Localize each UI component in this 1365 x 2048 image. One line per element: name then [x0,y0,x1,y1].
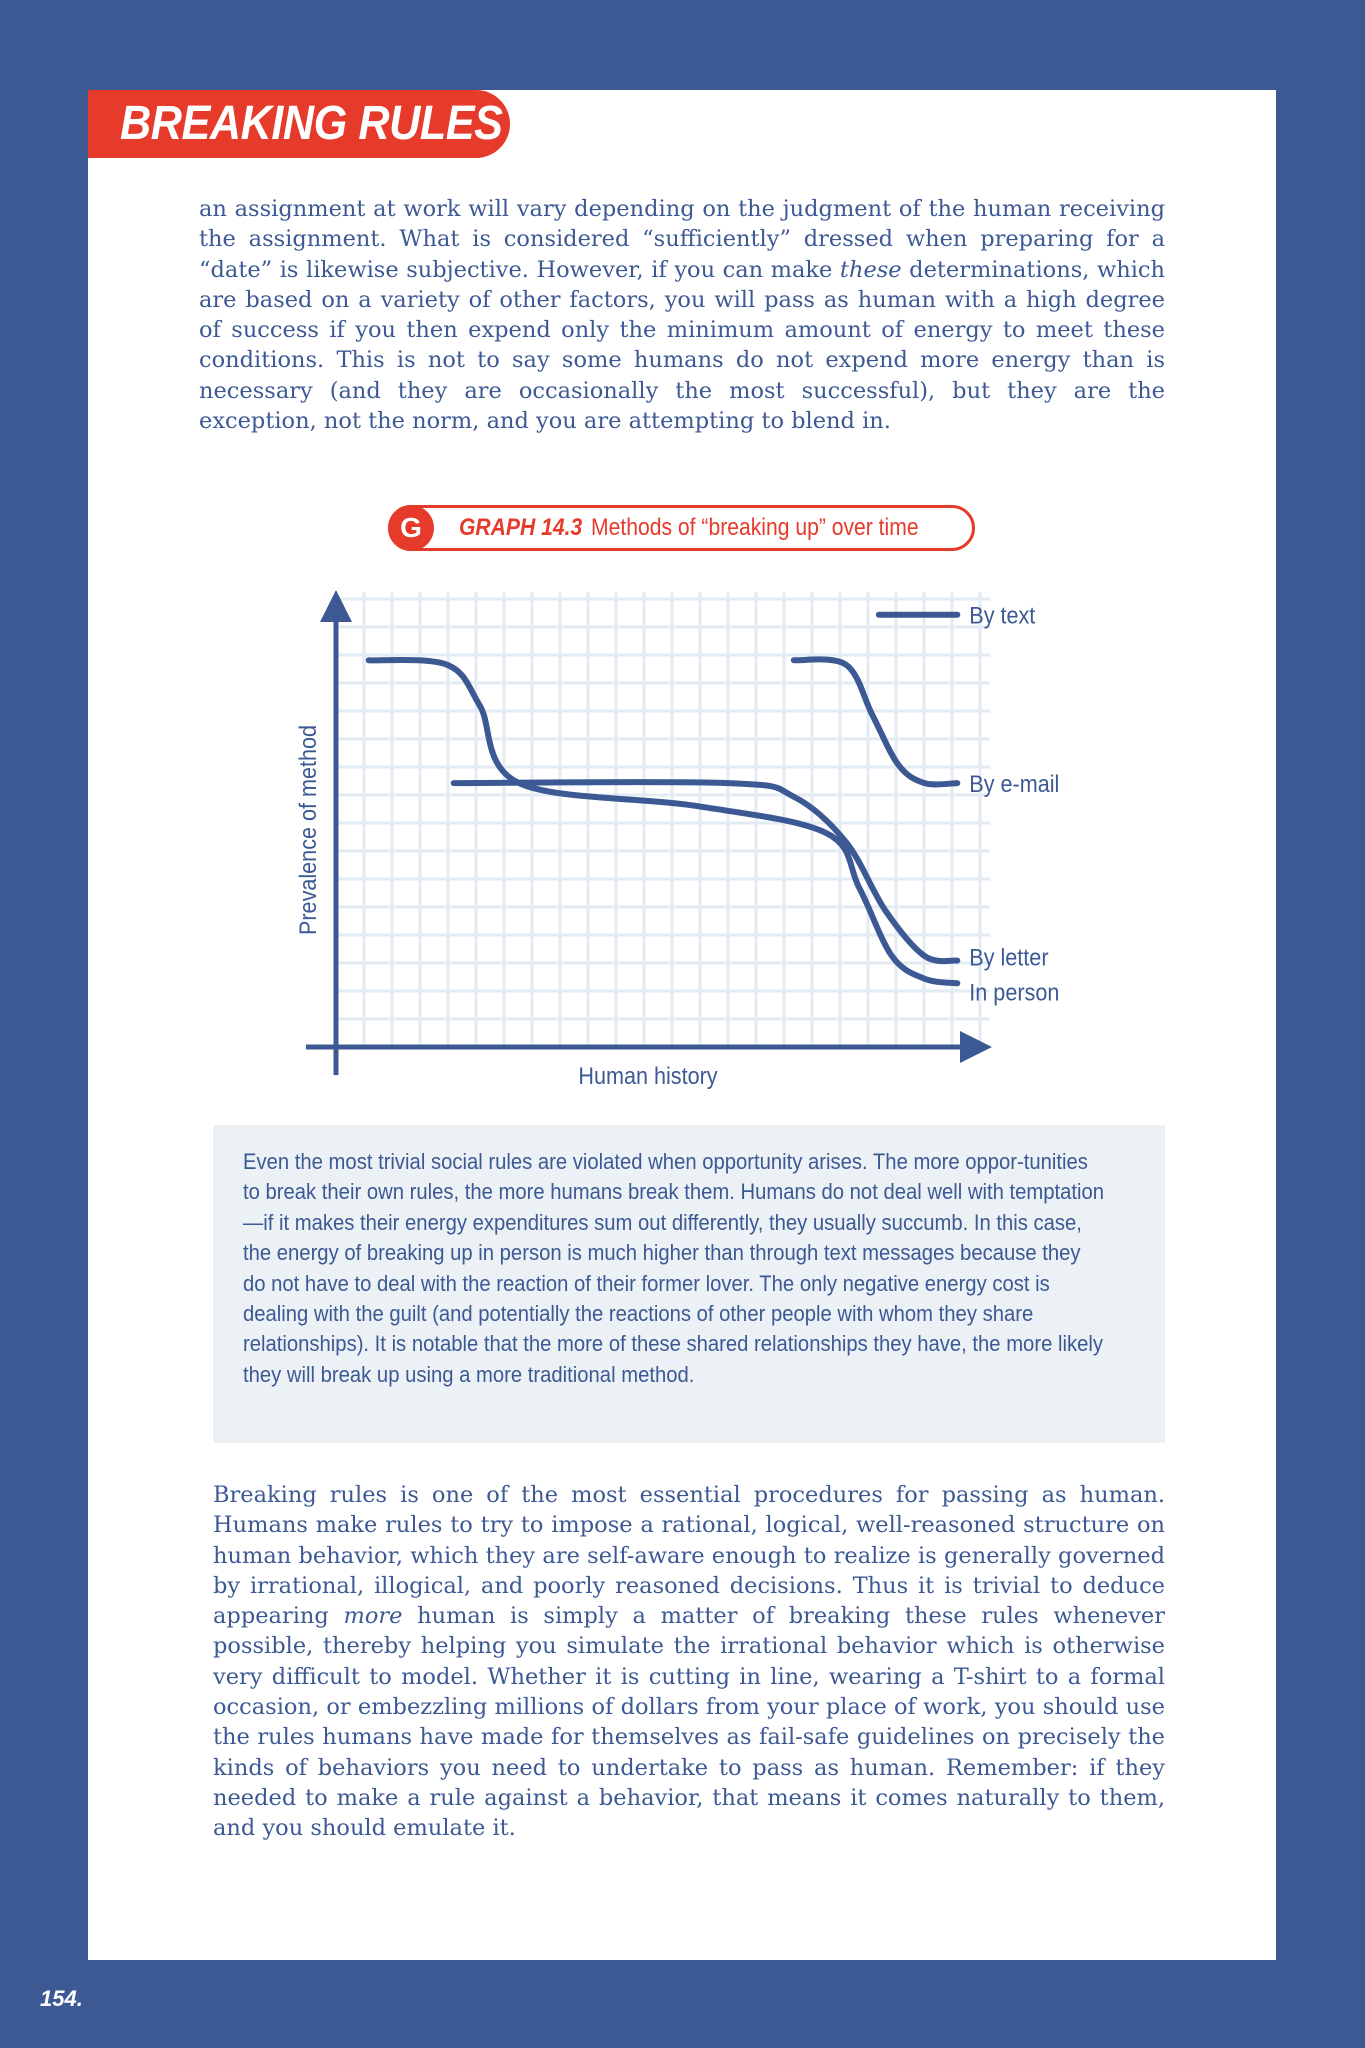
closing-text-start: Breaking rules is one of the most essential procedures for passing as human. Humans make rules to try to impose a rational, logical, well-reasoned structure on human behavior, which they are self-aware enough to realize is generally governed by irrational, illogical, and poorly reasoned decisions. Thus it is trivial to deduce appearing [213,1482,1165,1630]
x-axis-label: Human history [578,1061,718,1090]
graph-title: Methods of “breaking up” over time [591,514,919,541]
closing-text-end: human is simply a matter of breaking these rules whenever possible, thereby helping you simulate the irrational behavior which is otherwise very difficult to model. Whether it is cutting in line, wearing a T-shirt to a formal occasion, or embezzling millions of dollars from your place of work, you should use the rules humans have made for themselves as fail-safe guidelines on precisely the kinds of behaviors you need to undertake to pass as human. Remember: if they needed to make a rule against a behavior, that means it comes naturally to them, and you should emulate it. [213,1603,1165,1842]
sidebar-text: Even the most trivial social rules are violated when opportunity arises. The more oppor-tunities to break their own rules, the more humans break them. Humans do not deal well with temptation—if it makes their energy expenditures sum out differently, they usually succumb. In this case, the energy of breaking up in person is much higher than through text messages because they do not have to deal with the reaction of their former lover. The only negative energy cost is dealing with the guilt (and potentially the reactions of other people with whom they share relationships). It is notable that the more of these shared relationships they have, the more likely they will break up using a more traditional method. [243,1149,1105,1387]
series-label-by-e-mail: By e-mail [969,770,1060,798]
y-axis-label: Prevalence of method [293,724,322,936]
intro-text-start: an assignment at work will vary depending on the judgment of the human receiving the assignment. What is considered “sufficiently” dressed when preparing for a “date” is likewise subjective. However, if you can make [199,196,1165,283]
x-axis-arrow [960,1031,992,1063]
series-labels [969,602,1059,1006]
chapter-title: BREAKING RULES [120,97,503,150]
line-chart [270,580,1090,1100]
series-label-by-letter: By letter [969,943,1049,971]
graph-caption [459,508,919,548]
intro-paragraph [199,194,1165,436]
series-label-in-person: In person [969,978,1060,1006]
sidebar-note [213,1125,1165,1443]
page-number: 154. [40,1986,83,2011]
intro-emphasis: these [839,256,902,283]
chapter-title-tab [88,90,510,158]
closing-paragraph [213,1480,1165,1844]
graph-label [388,505,975,551]
y-axis-arrow [320,590,352,622]
graph-badge: G [388,505,434,551]
closing-emphasis: more [343,1603,403,1630]
intro-text-end: determinations, which are based on a variety of other factors, you will pass as human with a high degree of success if you then expend only the minimum amount of energy to meet these conditions. This is not to say some humans do not expend more energy than is necessary (and they are occasionally the most successful), but they are the exception, not the norm, and you are attempting to blend in. [199,256,1165,435]
series-label-by-text: By text [969,601,1036,630]
graph-number: GRAPH 14.3 [459,514,583,541]
